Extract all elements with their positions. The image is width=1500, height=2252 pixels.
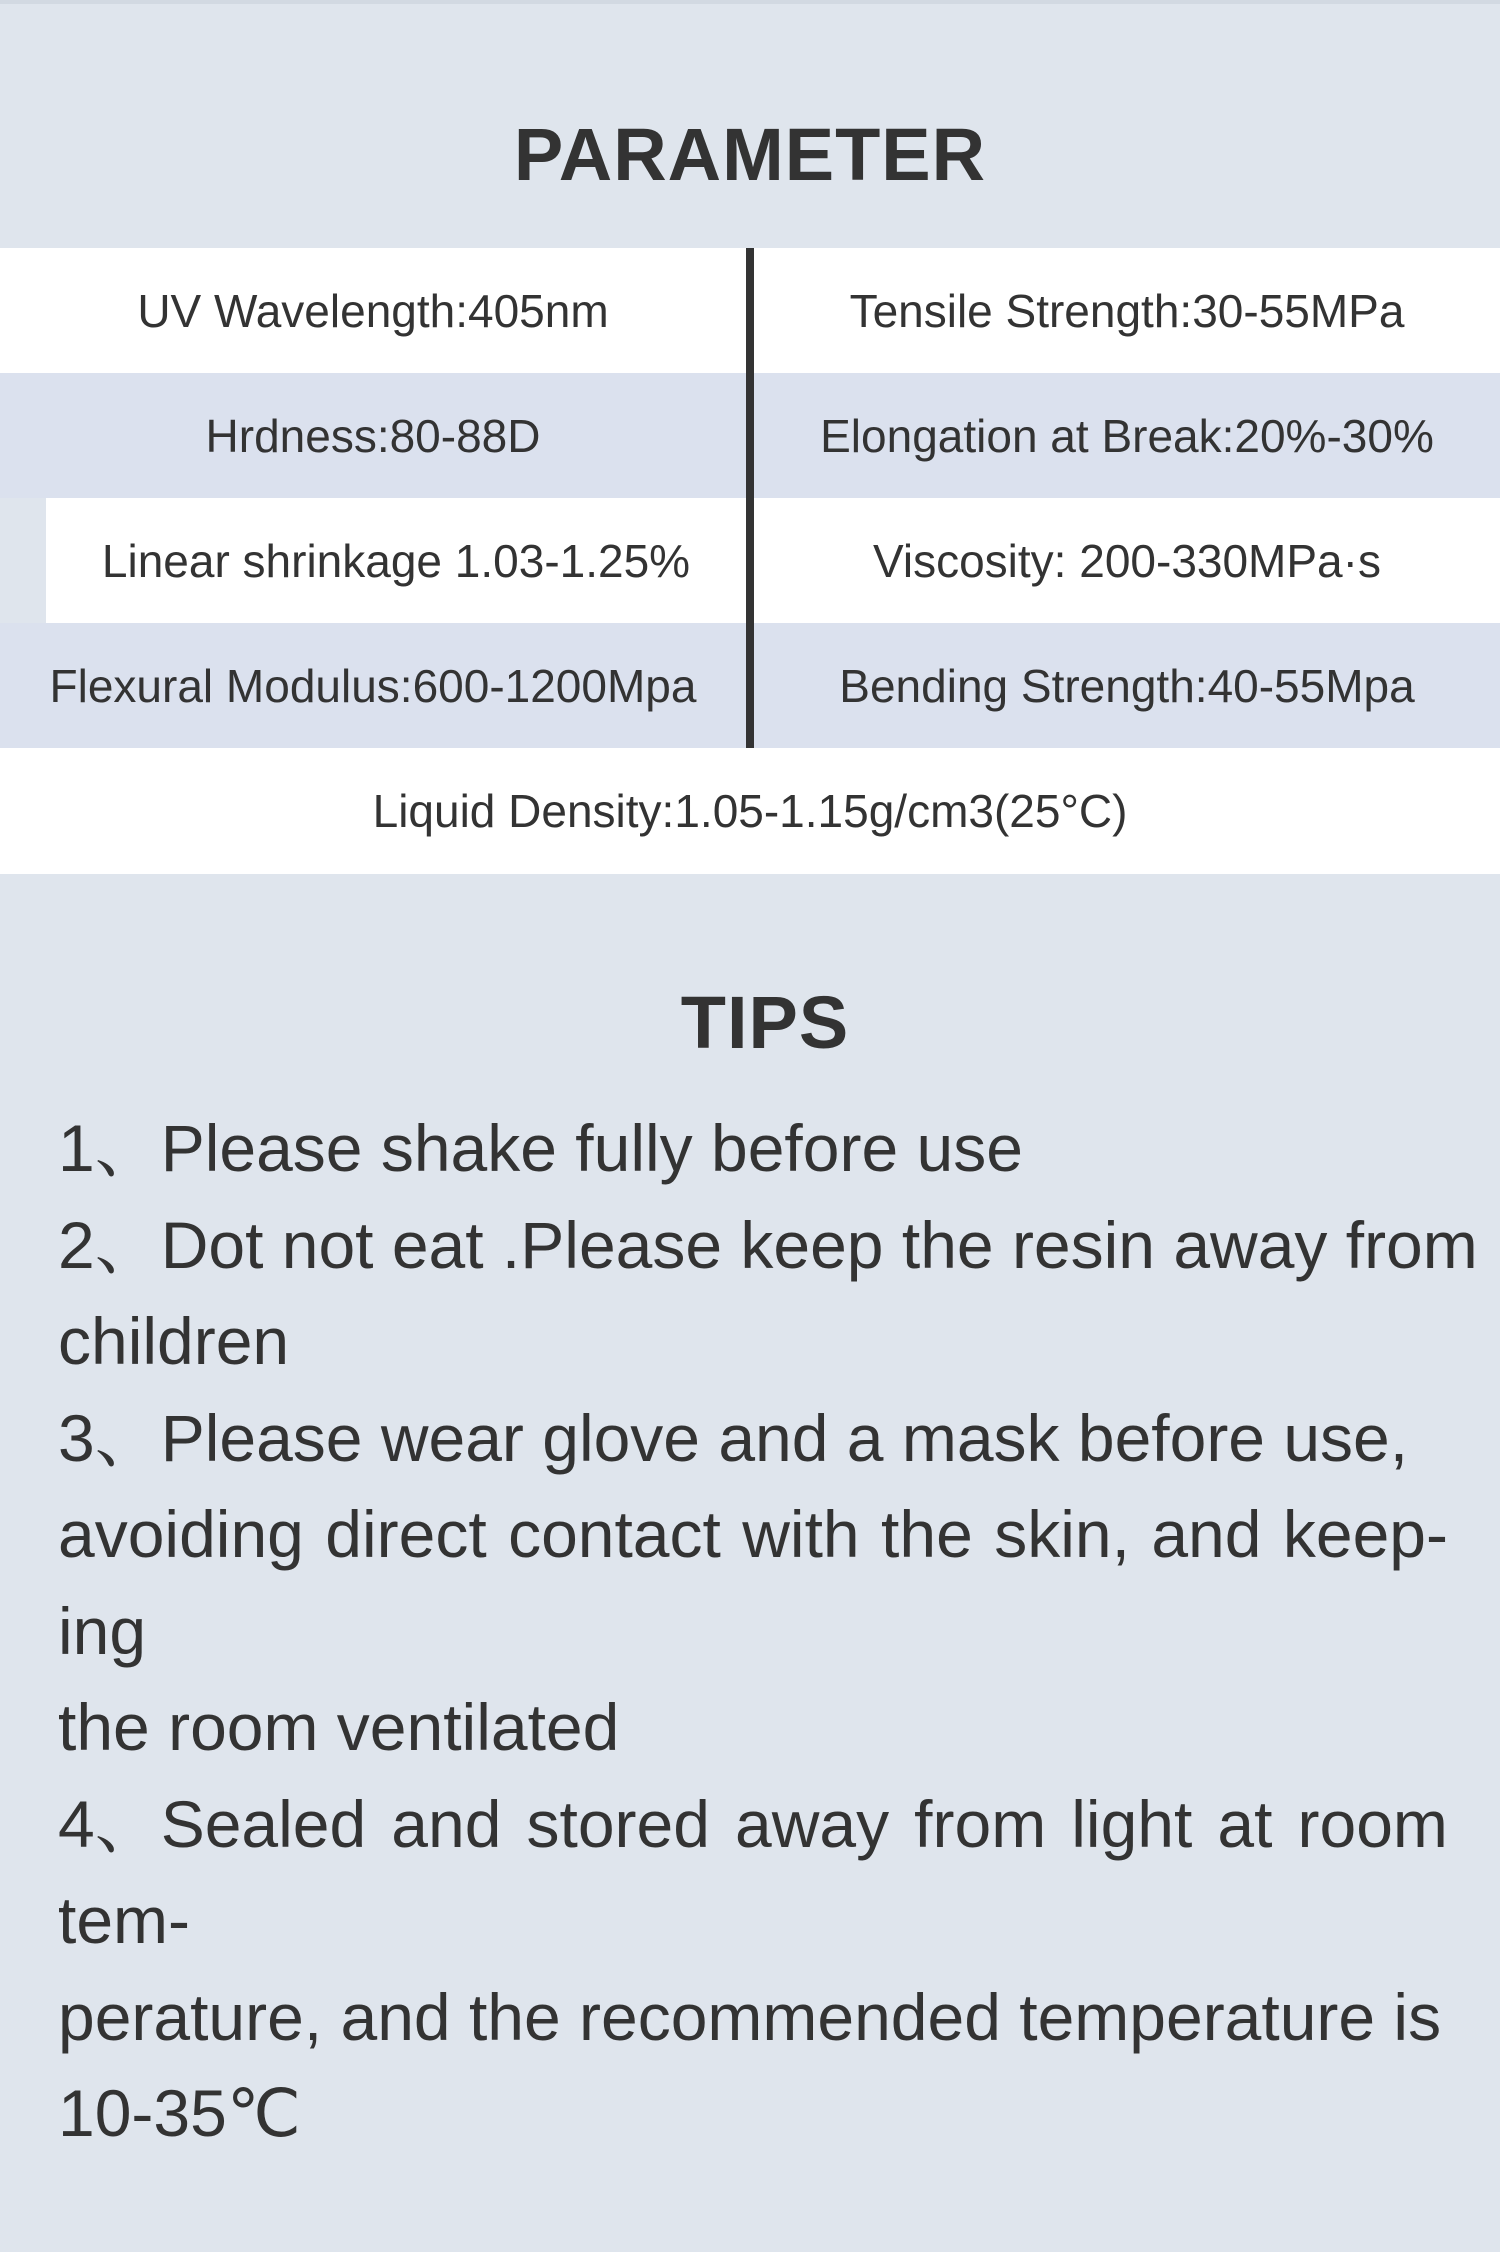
- parameter-cell-liquid-density: Liquid Density:1.05-1.15g/cm3(25°C): [0, 748, 1500, 874]
- tip-word: avoiding: [58, 1497, 304, 1571]
- tips-heading: TIPS: [680, 981, 850, 1064]
- tip-word: light: [1071, 1786, 1193, 1861]
- top-edge-line: [0, 0, 1500, 4]
- tip-word: the: [881, 1497, 973, 1571]
- tip-word: and: [1151, 1497, 1262, 1571]
- parameter-cell-viscosity: Viscosity: 200-330MPa·s: [754, 498, 1500, 623]
- tip-word: and: [391, 1786, 502, 1861]
- parameter-cell-hardness: Hrdness:80-88D: [0, 373, 746, 498]
- tips-list: [58, 1100, 1478, 2162]
- tip-word: 4、Sealed: [58, 1786, 367, 1861]
- tip-word: with: [742, 1497, 860, 1571]
- tip-line: tem-: [58, 1883, 190, 1957]
- tip-word: from: [914, 1786, 1047, 1861]
- tip-line: ing: [58, 1593, 147, 1668]
- tip-line: 3、Please wear glove and a mask before use,: [58, 1400, 1409, 1475]
- tip-line: 10-35℃: [58, 2076, 301, 2150]
- tip-word: at: [1217, 1786, 1273, 1861]
- parameter-cell-bending-strength: Bending Strength:40-55Mpa: [754, 623, 1500, 748]
- parameter-cell-tensile-strength: Tensile Strength:30-55MPa: [754, 248, 1500, 373]
- tip-line-justified: [58, 1776, 1448, 1873]
- tip-word: room: [1297, 1786, 1448, 1861]
- tip-word: keep-: [1282, 1497, 1448, 1571]
- tip-word: skin,: [994, 1497, 1130, 1571]
- parameter-cell-uv-wavelength: UV Wavelength:405nm: [0, 248, 746, 373]
- tip-word: stored: [526, 1786, 710, 1861]
- tip-line: 1、Please shake fully before use: [58, 1111, 1023, 1185]
- parameter-cell-flexural-modulus: Flexural Modulus:600-1200Mpa: [0, 623, 746, 748]
- tip-word: direct: [325, 1497, 487, 1571]
- tip-line: the room ventilated: [58, 1690, 620, 1764]
- column-divider: [746, 248, 754, 748]
- tip-line: perature, and the recommended temperature is: [58, 1979, 1442, 2054]
- tip-line-justified: [58, 1486, 1448, 1583]
- parameter-heading: PARAMETER: [513, 113, 987, 196]
- parameter-cell-linear-shrinkage: Linear shrinkage 1.03-1.25%: [46, 498, 746, 623]
- tip-line: 2、Dot not eat .Please keep the resin away from: [58, 1207, 1478, 1282]
- tip-line: children: [58, 1304, 290, 1378]
- parameter-cell-elongation: Elongation at Break:20%-30%: [754, 373, 1500, 498]
- tip-word: away: [735, 1786, 890, 1861]
- tip-word: contact: [508, 1497, 721, 1571]
- parameter-row: [0, 748, 1500, 874]
